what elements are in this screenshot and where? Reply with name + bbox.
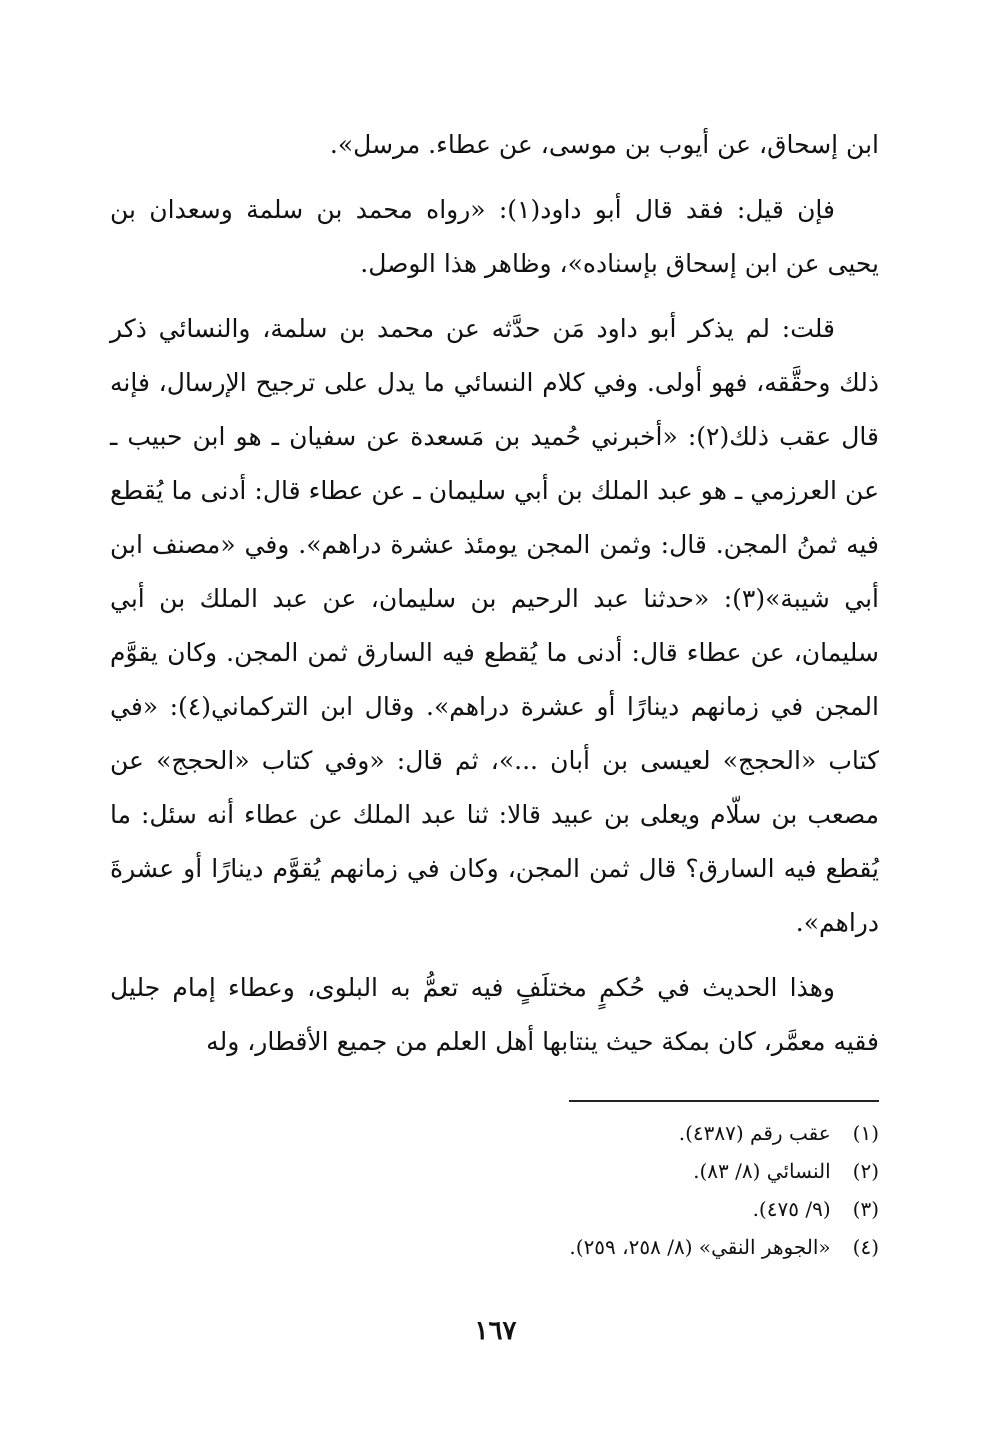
footnote-item [110, 1152, 879, 1190]
footnote-number: (٢) [852, 1159, 879, 1183]
footnote-text: «الجوهر النقي» (٨/ ٢٥٨، ٢٥٩). [569, 1235, 831, 1259]
footnotes [110, 1114, 879, 1266]
main-text [110, 118, 879, 1080]
footnote-item [110, 1190, 879, 1228]
paragraph-continuation: ابن إسحاق، عن أيوب بن موسى، عن عطاء. مرسل». [329, 130, 879, 159]
paragraph-response: قلت: لم يذكر أبو داود مَن حدَّثه عن محمد بن سلمة، والنسائي ذكر ذلك وحقَّقه، فهو أولى. وفي كلام النسائي ما يدل على ترجيح الإرسال، فإنه قال عقب ذلك(٢): «أخبرني حُميد بن مَسعدة عن سفيان ـ هو ابن حبيب ـ عن العرزمي ـ هو عبد الملك بن أبي سليمان ـ عن عطاء قال: أدنى ما يُقطع فيه ثمنُ المجن. قال: وثمن المجن يومئذ عشرة دراهم». وفي «مصنف ابن أبي شيبة»(٣): «حدثنا عبد الرحيم بن سليمان، عن عبد الملك بن أبي سليمان، عن عطاء قال: أدنى ما يُقطع فيه السارق ثمن المجن. وكان يقوَّم المجن في زمانهم دينارًا أو عشرة دراهم». وقال ابن التركماني(٤): «في كتاب «الحجج» لعيسى بن أبان ...»، ثم قال: «وفي كتاب «الحجج» عن مصعب بن سلّام ويعلى بن عبيد قالا: ثنا عبد الملك عن عطاء أنه سئل: ما يُقطع فيه السارق؟ قال ثمن المجن، وكان في زمانهم يُقوَّم دينارًا أو عشرةَ دراهم». [110, 314, 880, 937]
footnote-text: عقب رقم (٤٣٨٧). [678, 1121, 831, 1145]
page-number: ١٦٧ [474, 1316, 517, 1346]
footnote-item [110, 1114, 879, 1152]
footnote-text: النسائي (٨/ ٨٣). [693, 1159, 831, 1183]
paragraph-objection: فإن قيل: فقد قال أبو داود(١): «رواه محمد بن سلمة وسعدان بن يحيى عن ابن إسحاق بإسناده»، وظاهر هذا الوصل. [110, 195, 879, 278]
footnote-number: (١) [852, 1121, 879, 1145]
paragraph-discussion: وهذا الحديث في حُكمٍ مختلَفٍ فيه تعمُّ به البلوى، وعطاء إمام جليل فقيه معمَّر، كان بمكة حيث ينتابها أهل العلم من جميع الأقطار، وله [110, 973, 879, 1056]
footnote-item [110, 1228, 879, 1266]
footnote-text: (٩/ ٤٧٥). [752, 1197, 831, 1221]
footnote-divider [569, 1100, 879, 1102]
footnote-number: (٤) [852, 1235, 879, 1259]
footnote-number: (٣) [852, 1197, 879, 1221]
